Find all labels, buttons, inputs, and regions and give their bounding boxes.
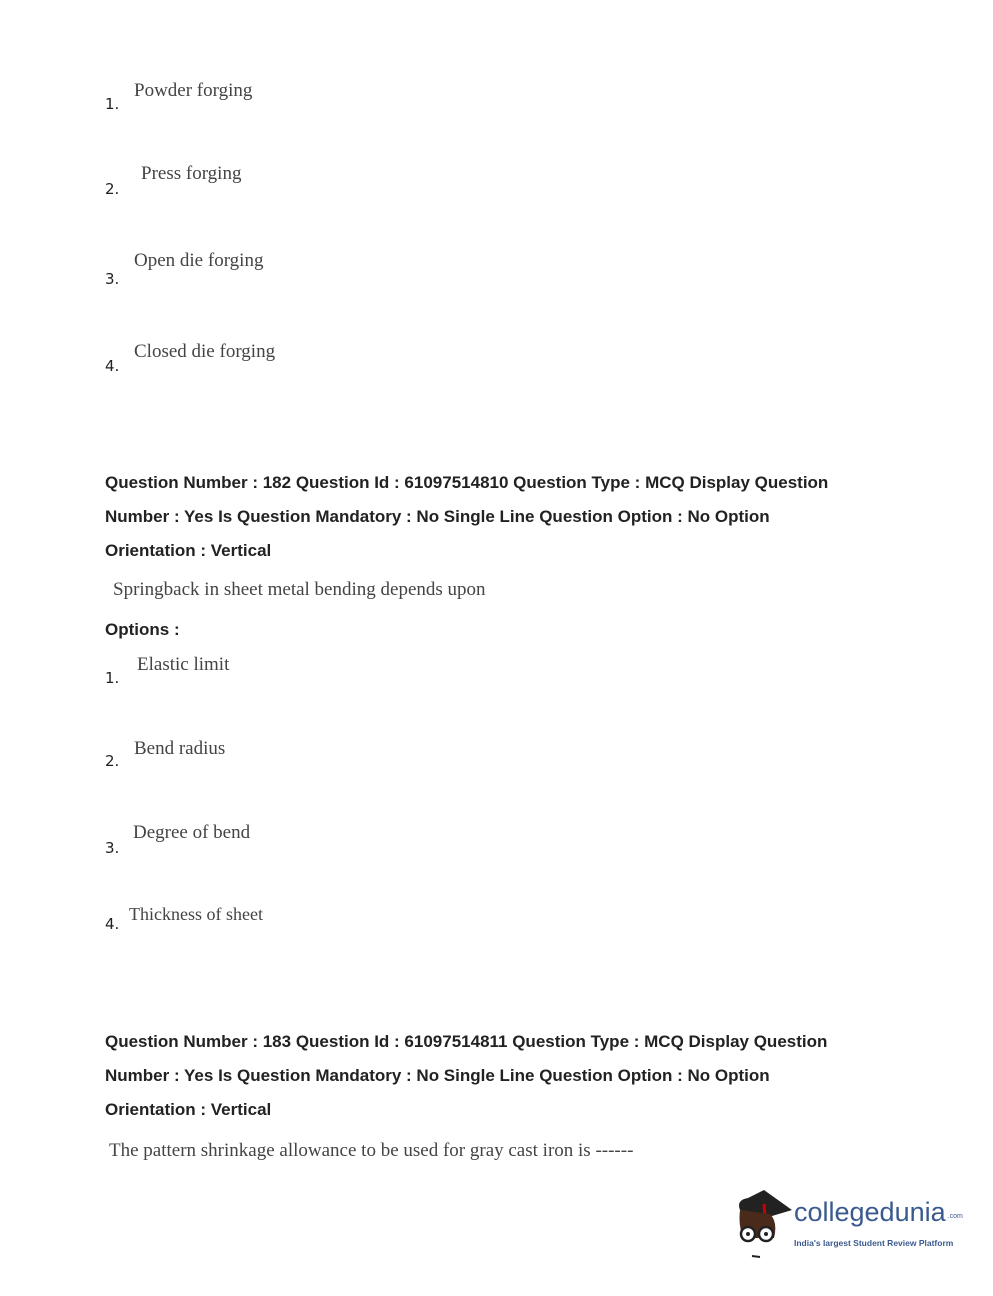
collegedunia-logo — [734, 1188, 974, 1260]
option-number: 1. — [105, 669, 120, 687]
option-number: 4. — [105, 357, 120, 375]
option-text: Closed die forging — [134, 341, 276, 362]
question-meta-line: Question Number : 182 Question Id : 61097514810 Question Type : MCQ Display Question — [105, 473, 829, 492]
option-number: 4. — [105, 915, 120, 933]
option-text: Open die forging — [134, 250, 264, 271]
option-number: 3. — [105, 270, 120, 288]
mascot-icon — [734, 1188, 794, 1260]
question-text: Springback in sheet metal bending depends upon — [113, 579, 486, 600]
question-meta-line: Number : Yes Is Question Mandatory : No Single Line Question Option : No Option — [105, 507, 770, 526]
option-text: Elastic limit — [137, 654, 230, 675]
question-meta-line: Orientation : Vertical — [105, 1100, 272, 1119]
brand-tagline: India's largest Student Review Platform — [794, 1238, 954, 1248]
question-text: The pattern shrinkage allowance to be used for gray cast iron is ------ — [109, 1140, 634, 1161]
brand-row — [794, 1196, 963, 1228]
option-text: Thickness of sheet — [129, 904, 263, 924]
option-text: Bend radius — [134, 738, 226, 759]
brand-suffix: .com — [947, 1213, 963, 1220]
option-number: 2. — [105, 752, 120, 770]
option-text: Degree of bend — [133, 822, 251, 843]
option-number: 2. — [105, 180, 120, 198]
question-meta-line: Orientation : Vertical — [105, 541, 272, 560]
option-text: Press forging — [141, 163, 242, 184]
option-text: Powder forging — [134, 80, 253, 101]
brand-name: collegedunia — [794, 1197, 946, 1227]
question-meta-line: Number : Yes Is Question Mandatory : No Single Line Question Option : No Option — [105, 1066, 770, 1085]
option-number: 3. — [105, 839, 120, 857]
option-number: 1. — [105, 95, 120, 113]
options-label: Options : — [105, 620, 180, 639]
question-meta-line: Question Number : 183 Question Id : 61097514811 Question Type : MCQ Display Question — [105, 1032, 828, 1051]
